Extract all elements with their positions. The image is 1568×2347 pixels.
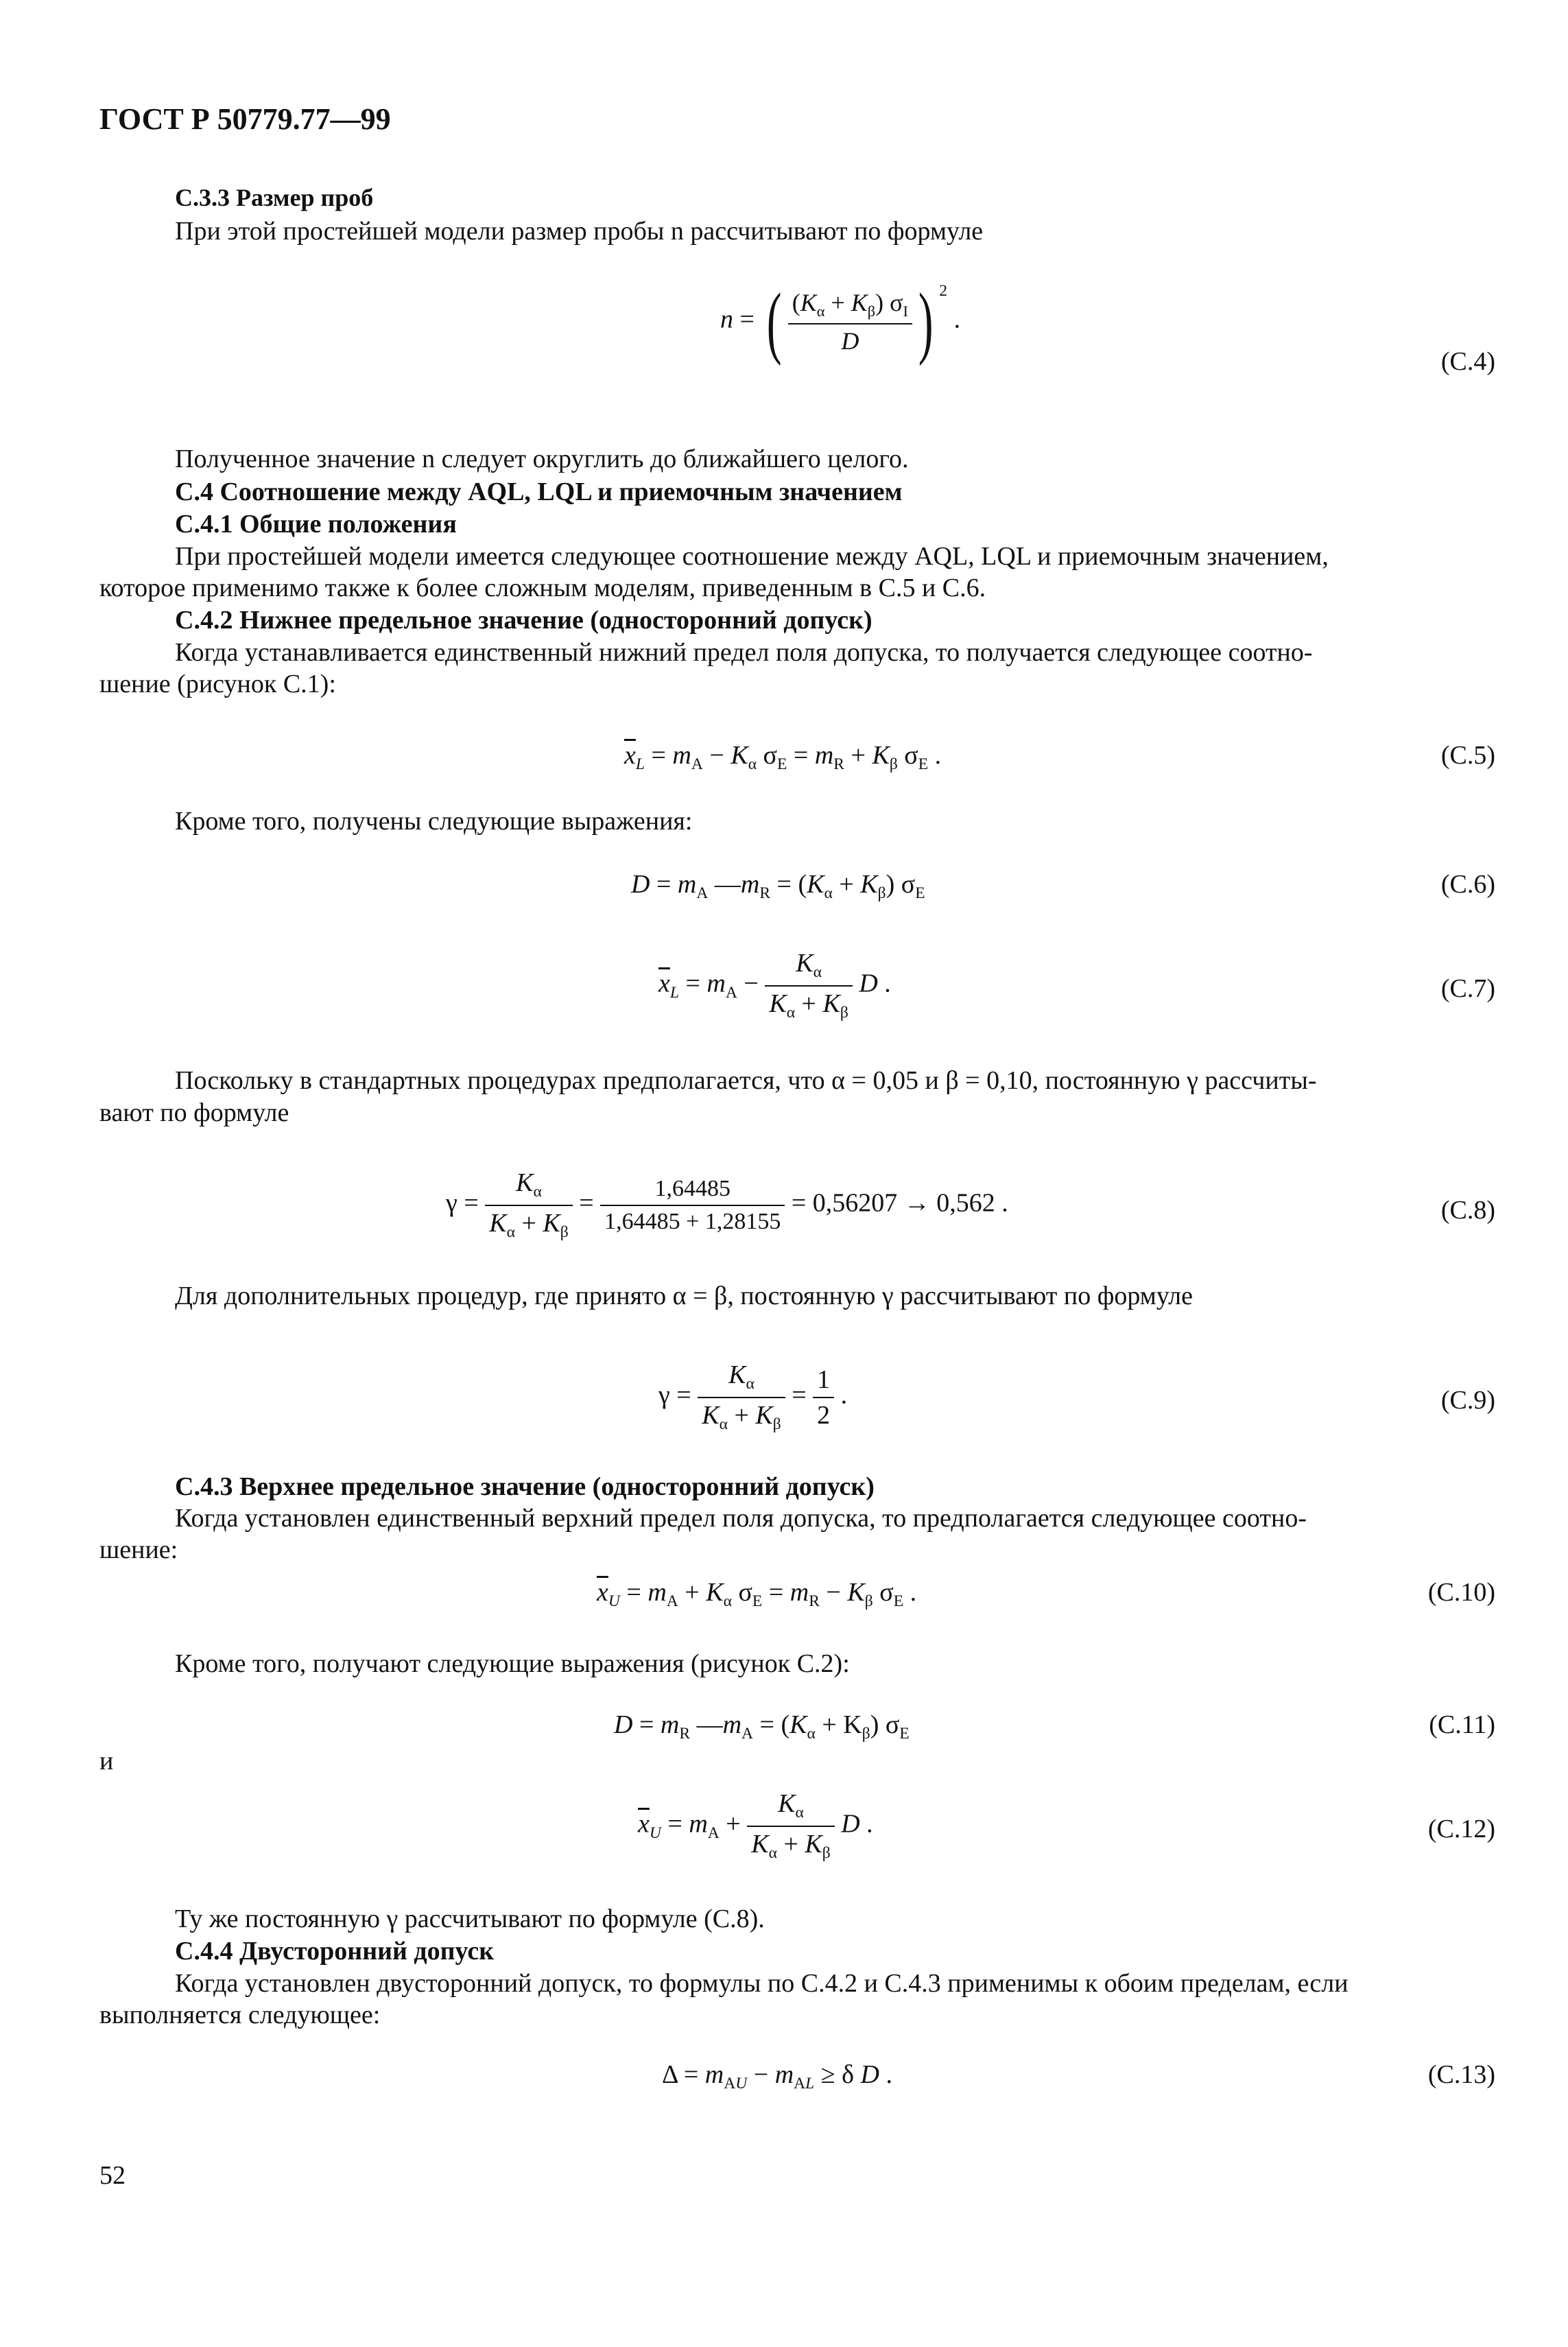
paragraph: Кроме того, получены следующие выражения:	[175, 807, 693, 836]
formula-c11: $D = m_R$ $—m_A = (K_\alpha + K_\beta)$ $\sigma_E$	[614, 1710, 910, 1743]
paragraph: Ту же постоянную γ рассчитывают по формуле (С.8).	[175, 1904, 765, 1933]
fraction-numerator: 1,64485	[600, 1177, 785, 1206]
paragraph: шение:	[99, 1535, 178, 1564]
paragraph: Полученное значение n следует округлить до ближайшего целого.	[175, 445, 909, 473]
paragraph: шение (рисунок С.1):	[99, 670, 336, 698]
formula-c9: γ = $\frac{K_\alpha}{K_\alpha + K_\beta}$ = $\frac{1}{2}$ .	[658, 1360, 848, 1434]
subsection-heading: С.4.3 Верхнее предельное значение (односторонний допуск)	[175, 1472, 875, 1501]
equation-number: (С.7)	[1440, 974, 1495, 1003]
equation-number: (С.4)	[1440, 347, 1495, 376]
conjunction-text: и	[99, 1747, 114, 1776]
equation-number: (С.10)	[1427, 1578, 1495, 1607]
paragraph: которое применимо также к более сложным моделям, приведенным в С.5 и С.6.	[99, 574, 986, 602]
paragraph: Когда устанавливается единственный нижний предел поля допуска, то получается следующее соотно-	[175, 638, 1313, 667]
formula-c6: $D = m_A$ $—m_R = (K_\alpha + K_\beta)$ $\sigma_E$	[631, 870, 925, 903]
section-heading: С.4 Соотношение между AQL, LQL и приемочным значением	[175, 477, 903, 506]
equation-number: (С.12)	[1427, 1815, 1495, 1843]
paragraph: вают по формуле	[99, 1098, 289, 1127]
formula-c4: n = ( $\frac{(K_\alpha + K_\beta) \sigma_I}{D}$ ) $^2$ .	[720, 276, 961, 366]
formula-c10: $\overline{x}_U = m_A + K_\alpha$ $\sigma_E = m_R - K_\beta$ $\sigma_E$ .	[597, 1578, 917, 1611]
equation-number: (С.9)	[1440, 1386, 1495, 1415]
paragraph: Когда установлен двусторонний допуск, то формулы по С.4.2 и С.4.3 применимы к обоим пределам, если	[175, 1969, 1349, 1998]
paragraph: выполняется следующее:	[99, 2001, 381, 2029]
equation-result: = 0,56207 → 0,562 .	[791, 1188, 1008, 1218]
formula-c7: $\overline{x}_L = m_A$ − $\frac{K_\alpha}{K_\alpha + K_\beta}$ D .	[658, 949, 891, 1022]
equation-number: (С.8)	[1440, 1196, 1495, 1225]
paragraph: Поскольку в стандартных процедурах предполагается, что α = 0,05 и β = 0,10, постоянную γ рассчиты-	[175, 1066, 1317, 1095]
doc-header: ГОСТ Р 50779.77—99	[99, 102, 391, 136]
equation-number: (С.6)	[1440, 870, 1495, 899]
fraction-denominator: 1,64485 + 1,28155	[604, 1208, 781, 1234]
formula-c8: γ = $\frac{K_\alpha}{K_\alpha + K_\beta}$ = $\frac{1,64485}{1,64485 + 1,28155}$ = 0,56207 → 0,562 .	[446, 1168, 1008, 1242]
equation-number: (С.13)	[1427, 2060, 1495, 2089]
equation-number: (С.5)	[1440, 741, 1495, 770]
paragraph: Когда установлен единственный верхний предел поля допуска, то предполагается следующее соотно-	[175, 1504, 1307, 1533]
subsection-heading: С.4.1 Общие положения	[175, 510, 457, 539]
formula-c13: $\Delta = m_{AU} - m_{AL} \ge \delta$ D .	[662, 2060, 892, 2093]
formula-c5: $\overline{x}_L = m_A - K_\alpha$ $\sigma_E = m_R + K_\beta$ $\sigma_E$ .	[624, 741, 942, 774]
subsection-heading: С.4.4 Двусторонний допуск	[175, 1937, 495, 1966]
formula-c12: $\overline{x}_U = m_A$ + $\frac{K_\alpha}{K_\alpha + K_\beta}$ D .	[638, 1789, 873, 1863]
page-number: 52	[99, 2161, 126, 2190]
paragraph: Для дополнительных процедур, где принято α = β, постоянную γ рассчитывают по формуле	[175, 1282, 1193, 1310]
subsection-heading: С.4.2 Нижнее предельное значение (односторонний допуск)	[175, 606, 872, 635]
equation-number: (С.11)	[1429, 1710, 1495, 1739]
paragraph: При этой простейшей модели размер пробы n рассчитывают по формуле	[175, 217, 984, 246]
paragraph: Кроме того, получают следующие выражения (рисунок С.2):	[175, 1649, 850, 1678]
paragraph: При простейшей модели имеется следующее соотношение между AQL, LQL и приемочным значением,	[175, 542, 1329, 571]
section-heading: С.3.3 Размер проб	[175, 184, 374, 211]
